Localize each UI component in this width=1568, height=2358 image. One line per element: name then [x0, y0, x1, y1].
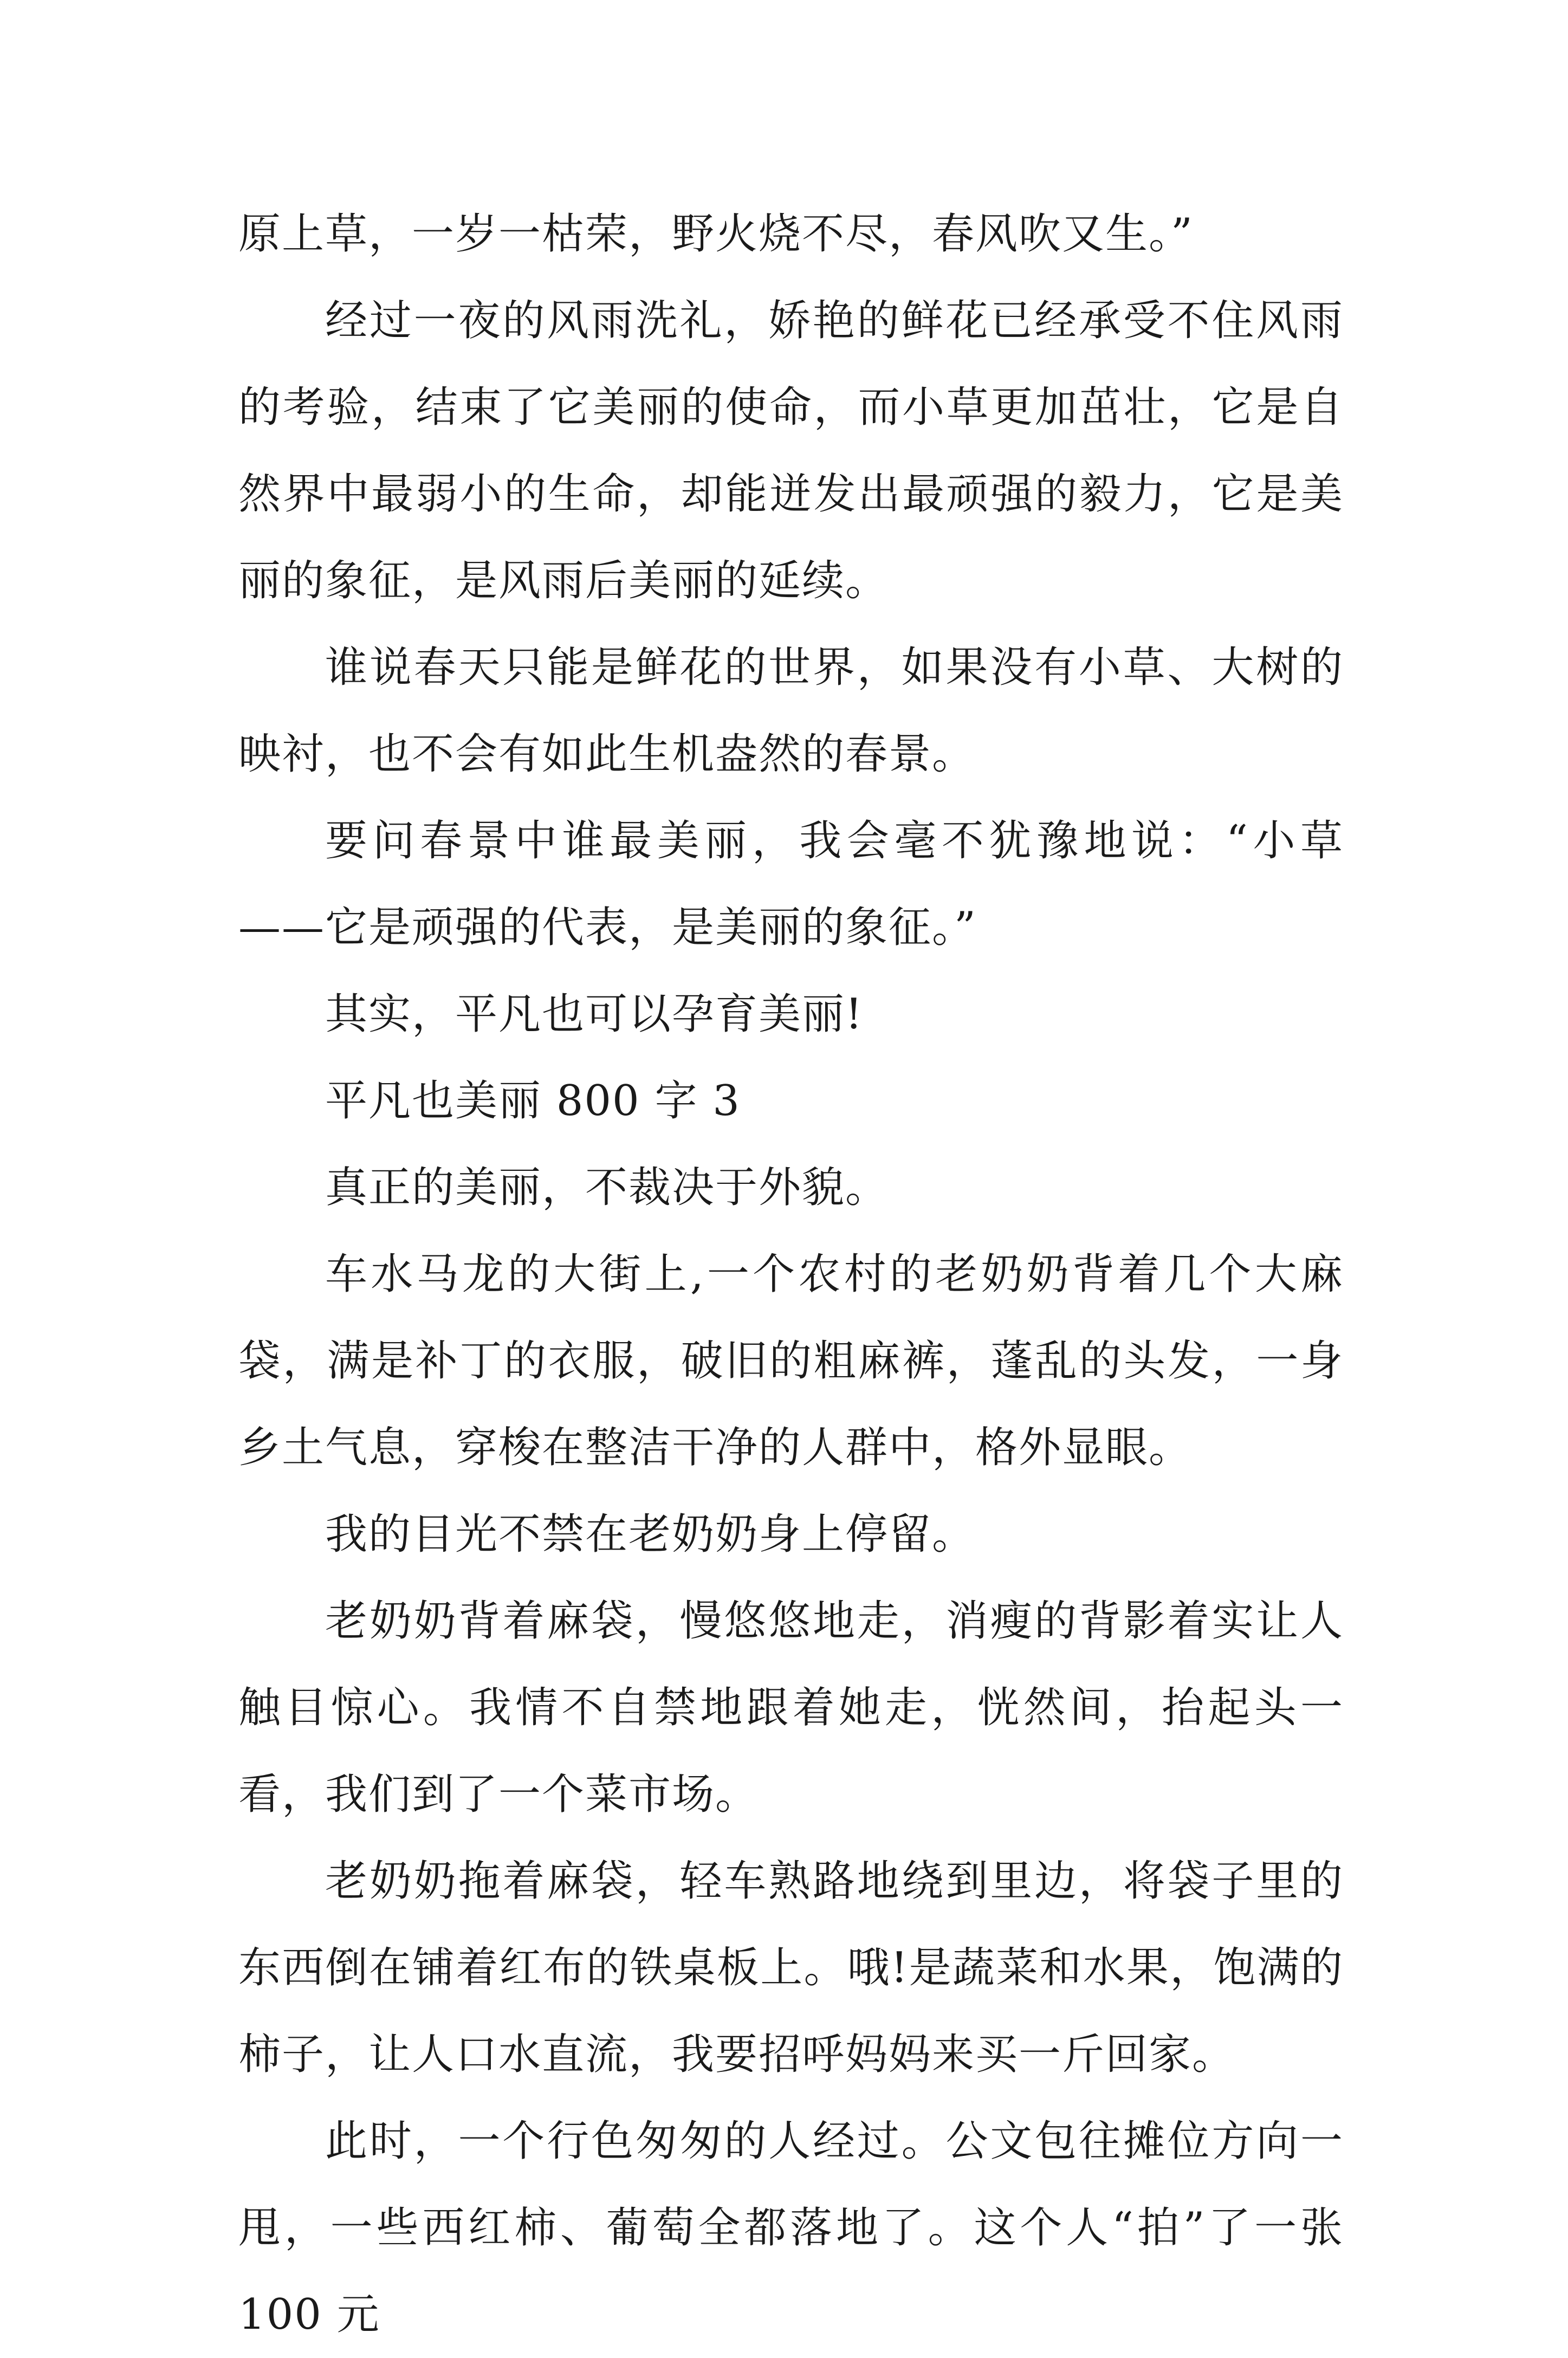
paragraph: 此时，一个行色匆匆的人经过。公文包往摊位方向一甩，一些西红柿、葡萄全都落地了。这个人“拍”了一张 100 元: [238, 2117, 1344, 2339]
section-heading: 平凡也美丽 800 字 3: [325, 1077, 741, 1125]
paragraph: 经过一夜的风雨洗礼，娇艳的鲜花已经承受不住风雨的考验，结束了它美丽的使命，而小草更加茁壮，它是自然界中最弱小的生命，却能迸发出最顽强的毅力，它是美丽的象征，是风雨后美丽的延续。: [238, 296, 1344, 605]
paragraph: 要问春景中谁最美丽，我会毫不犹豫地说：“小草——它是顽强的代表，是美丽的象征。”: [238, 817, 1344, 952]
paragraph: 车水马龙的大街上,一个农村的老奶奶背着几个大麻袋，满是补丁的衣服，破旧的粗麻裤，蓬乱的头发，一身乡土气息，穿梭在整洁干净的人群中，格外显眼。: [238, 1250, 1344, 1472]
document-body: [238, 191, 1344, 2358]
paragraph: 谁说春天只能是鲜花的世界，如果没有小草、大树的映衬，也不会有如此生机盎然的春景。: [238, 643, 1344, 779]
paragraph: 原上草，一岁一枯荣，野火烧不尽，春风吹又生。”: [238, 210, 1194, 258]
paragraph: 我的目光不禁在老奶奶身上停留。: [325, 1510, 976, 1559]
paragraph: 其实，平凡也可以孕育美丽!: [325, 990, 864, 1039]
paragraph: 真正的美丽，不裁决于外貌。: [325, 1163, 889, 1212]
paragraph: 老奶奶背着麻袋，慢悠悠地走，消瘦的背影着实让人触目惊心。我情不自禁地跟着她走，恍然间，抬起头一看，我们到了一个菜市场。: [238, 1597, 1344, 1819]
paragraph: 老奶奶拖着麻袋，轻车熟路地绕到里边，将袋子里的东西倒在铺着红布的铁桌板上。哦!是蔬菜和水果，饱满的柿子，让人口水直流，我要招呼妈妈来买一斤回家。: [238, 1857, 1344, 2079]
